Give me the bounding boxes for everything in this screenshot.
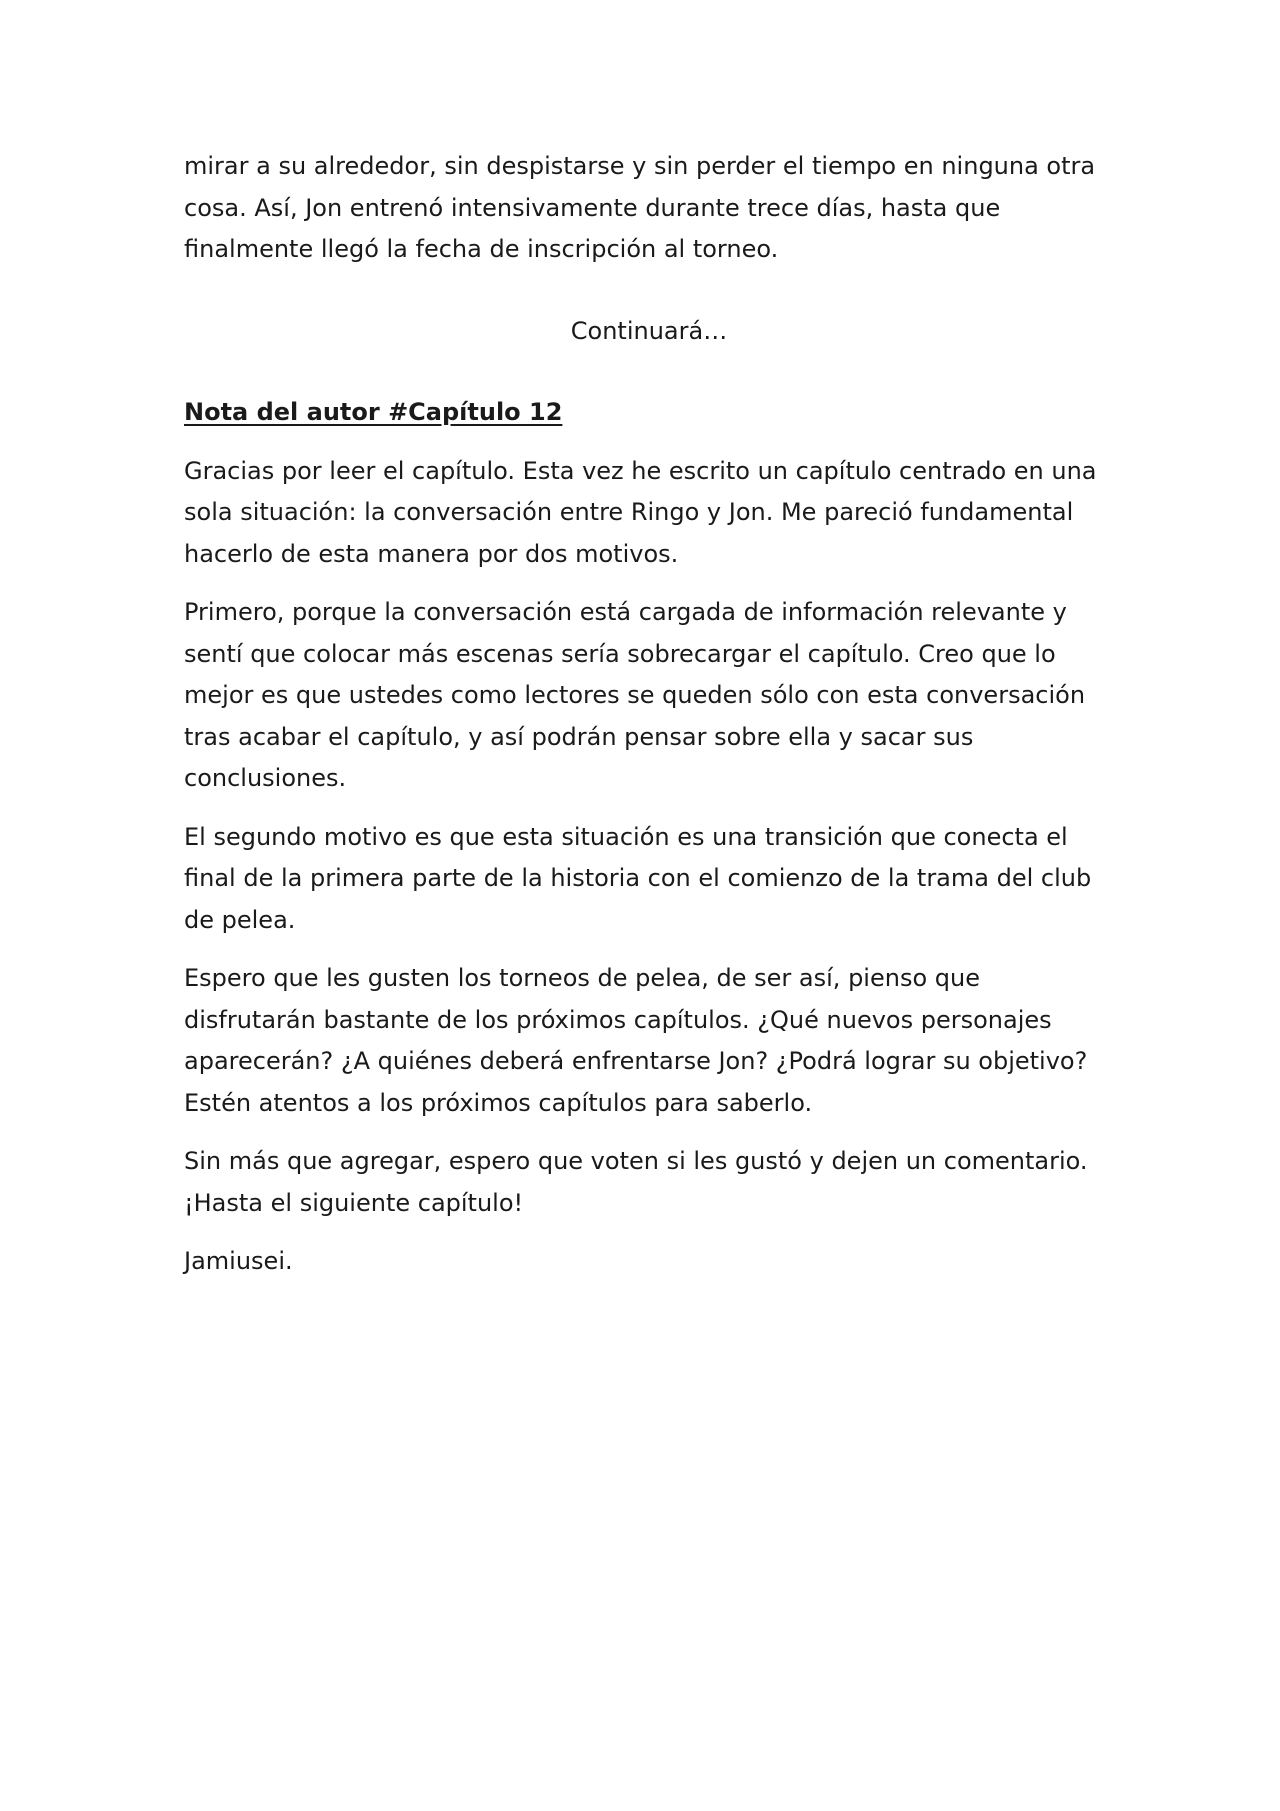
story-closing-paragraph: mirar a su alrededor, sin despistarse y sin perder el tiempo en ninguna otra cosa. Así, Jon entrenó intensivamente durante trece días, hasta que finalmente llegó la fecha de inscripción al torneo.	[184, 152, 1096, 263]
author-note-paragraph-2: Primero, porque la conversación está cargada de información relevante y sentí que colocar más escenas sería sobrecargar el capítulo. Creo que lo mejor es que ustedes como lectores se queden sólo con esta conversación tras acabar el capítulo, y así podrán pensar sobre ella y sacar sus conclusiones.	[184, 598, 1086, 792]
author-note-heading: Nota del autor #Capítulo 12	[184, 398, 563, 426]
author-note-paragraph-5: Sin más que agregar, espero que voten si les gustó y dejen un comentario. ¡Hasta el siguiente capítulo!	[184, 1147, 1088, 1217]
author-note-paragraph-3: El segundo motivo es que esta situación es una transición que conecta el final de la primera parte de la historia con el comienzo de la trama del club de pelea.	[184, 822, 1092, 934]
document-page	[184, 146, 1104, 1300]
continue-label: Continuará…	[570, 316, 728, 345]
author-signature: Jamiusei.	[184, 1247, 293, 1275]
author-note-paragraph-4: Espero que les gusten los torneos de pelea, de ser así, pienso que disfrutarán bastante de los próximos capítulos. ¿Qué nuevos personajes aparecerán? ¿A quiénes deberá enfrentarse Jon? ¿Podrá lograr su objetivo? Estén atentos a los próximos capítulos para saberlo.	[184, 964, 1088, 1117]
author-note-paragraph-1: Gracias por leer el capítulo. Esta vez he escrito un capítulo centrado en una sola situación: la conversación entre Ringo y Jon. Me pareció fundamental hacerlo de esta manera por dos motivos.	[184, 456, 1097, 568]
